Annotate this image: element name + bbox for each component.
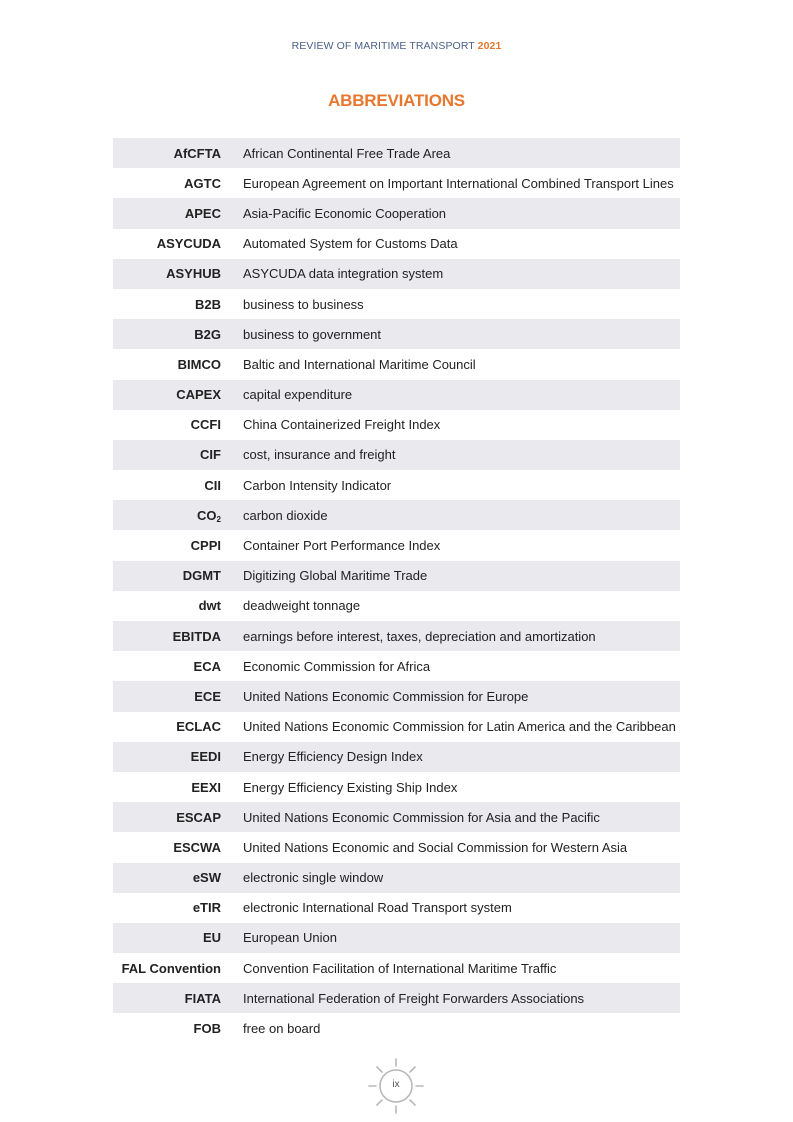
abbreviation-code-text: EEDI bbox=[190, 749, 221, 765]
abbreviation-code bbox=[113, 681, 243, 711]
abbreviation-description: Convention Facilitation of International Maritime Traffic bbox=[243, 960, 557, 976]
abbreviation-code-text: CII bbox=[204, 477, 221, 493]
abbreviation-code-text: B2G bbox=[194, 326, 221, 342]
table-row bbox=[113, 410, 680, 440]
abbreviation-code bbox=[113, 259, 243, 289]
abbreviation-code-text: DGMT bbox=[182, 568, 221, 584]
abbreviation-description: Container Port Performance Index bbox=[243, 538, 441, 554]
abbreviation-code-text: BIMCO bbox=[177, 356, 221, 372]
table-row bbox=[113, 712, 680, 742]
abbreviation-code-text: eSW bbox=[192, 870, 221, 886]
abbreviation-code-text: APEC bbox=[184, 205, 221, 221]
abbreviation-description: Automated System for Customs Data bbox=[243, 236, 458, 252]
running-header bbox=[0, 40, 793, 52]
abbreviation-code bbox=[113, 561, 243, 591]
abbreviation-code bbox=[113, 863, 243, 893]
abbreviation-description: European Union bbox=[243, 923, 680, 953]
abbreviation-code-text: CPPI bbox=[190, 538, 221, 554]
abbreviation-description: electronic International Road Transport system bbox=[243, 900, 512, 916]
abbreviation-description: deadweight tonnage bbox=[243, 598, 361, 614]
table-row bbox=[113, 1013, 680, 1043]
abbreviation-description: European Agreement on Important International Combined Transport Lines bbox=[243, 175, 674, 191]
abbreviation-code-text: ECE bbox=[194, 688, 221, 704]
abbreviation-code-text: CAPEX bbox=[176, 387, 221, 403]
abbreviation-code-text: ASYCUDA bbox=[156, 236, 221, 252]
abbreviation-code bbox=[113, 168, 243, 198]
abbreviation-code bbox=[113, 229, 243, 259]
abbreviation-code bbox=[113, 742, 243, 772]
abbreviation-description: business to business bbox=[243, 296, 364, 312]
abbreviation-description: free on board bbox=[243, 1021, 321, 1037]
abbreviation-code bbox=[113, 983, 243, 1013]
table-row bbox=[113, 651, 680, 681]
abbreviation-description: Energy Efficiency Design Index bbox=[243, 742, 680, 772]
abbreviation-description: International Federation of Freight Forwarders Associations bbox=[243, 983, 680, 1013]
abbreviation-code bbox=[113, 440, 243, 470]
table-row bbox=[113, 863, 680, 893]
table-row bbox=[113, 953, 680, 983]
abbreviation-description: business to government bbox=[243, 319, 680, 349]
abbreviation-code bbox=[113, 893, 243, 923]
abbreviation-code bbox=[113, 380, 243, 410]
table-row bbox=[113, 319, 680, 349]
table-row bbox=[113, 259, 680, 289]
abbreviation-description: Economic Commission for Africa bbox=[243, 658, 431, 674]
abbreviation-code bbox=[113, 289, 243, 319]
abbreviation-code-text: EU bbox=[202, 930, 221, 946]
abbreviations-table bbox=[113, 138, 680, 1044]
abbreviation-code bbox=[113, 953, 243, 983]
abbreviation-code-text: B2B bbox=[194, 296, 221, 312]
report-year: 2021 bbox=[477, 40, 502, 52]
table-row bbox=[113, 742, 680, 772]
abbreviation-code bbox=[113, 802, 243, 832]
table-row bbox=[113, 591, 680, 621]
table-row bbox=[113, 561, 680, 591]
abbreviation-code bbox=[113, 1013, 243, 1043]
abbreviation-code bbox=[113, 923, 243, 953]
abbreviation-code-text: ESCAP bbox=[176, 809, 221, 825]
abbreviation-description: Baltic and International Maritime Council bbox=[243, 356, 476, 372]
abbreviation-description: United Nations Economic Commission for Latin America and the Caribbean bbox=[243, 719, 676, 735]
abbreviation-code-text: FIATA bbox=[184, 990, 221, 1006]
table-row bbox=[113, 530, 680, 560]
abbreviation-description: United Nations Economic Commission for Asia and the Pacific bbox=[243, 802, 680, 832]
abbreviation-code-text: eTIR bbox=[192, 900, 221, 916]
abbreviation-subscript: 2 bbox=[216, 514, 221, 524]
abbreviation-code-text: FOB bbox=[193, 1021, 221, 1037]
table-row bbox=[113, 621, 680, 651]
table-row bbox=[113, 772, 680, 802]
abbreviation-code-text: CIF bbox=[200, 447, 221, 463]
abbreviation-description: United Nations Economic and Social Commission for Western Asia bbox=[243, 839, 628, 855]
table-row bbox=[113, 440, 680, 470]
abbreviation-description: earnings before interest, taxes, depreciation and amortization bbox=[243, 621, 680, 651]
abbreviation-description: electronic single window bbox=[243, 863, 680, 893]
abbreviation-description: ASYCUDA data integration system bbox=[243, 259, 680, 289]
abbreviation-code-text: ECLAC bbox=[176, 719, 221, 735]
abbreviation-code bbox=[113, 470, 243, 500]
page-title: ABBREVIATIONS bbox=[328, 91, 465, 110]
abbreviation-description: Energy Efficiency Existing Ship Index bbox=[243, 779, 458, 795]
abbreviation-code-text: AfCFTA bbox=[173, 145, 221, 161]
abbreviation-code-text: ASYHUB bbox=[166, 266, 221, 282]
table-row bbox=[113, 681, 680, 711]
table-row bbox=[113, 923, 680, 953]
abbreviation-code bbox=[113, 651, 243, 681]
abbreviation-code-text: FAL Convention bbox=[121, 960, 221, 976]
table-row bbox=[113, 138, 680, 168]
table-row bbox=[113, 229, 680, 259]
abbreviation-description: Carbon Intensity Indicator bbox=[243, 477, 392, 493]
abbreviation-code bbox=[113, 138, 243, 168]
abbreviation-code-text: CO bbox=[197, 507, 217, 523]
abbreviation-code bbox=[113, 621, 243, 651]
report-title: REVIEW OF MARITIME TRANSPORT bbox=[291, 40, 475, 52]
table-row bbox=[113, 380, 680, 410]
table-row bbox=[113, 198, 680, 228]
table-row bbox=[113, 893, 680, 923]
abbreviation-code-text: EEXI bbox=[191, 779, 221, 795]
abbreviation-code bbox=[113, 712, 243, 742]
abbreviation-code bbox=[113, 319, 243, 349]
abbreviation-description: capital expenditure bbox=[243, 380, 680, 410]
abbreviation-code bbox=[113, 832, 243, 862]
abbreviation-code-text: dwt bbox=[198, 598, 221, 614]
table-row bbox=[113, 349, 680, 379]
abbreviation-code-text: CCFI bbox=[190, 417, 221, 433]
abbreviation-description: Digitizing Global Maritime Trade bbox=[243, 561, 680, 591]
table-row bbox=[113, 500, 680, 530]
abbreviation-code bbox=[113, 530, 243, 560]
table-row bbox=[113, 470, 680, 500]
abbreviation-code bbox=[113, 591, 243, 621]
abbreviation-code-text: ECA bbox=[193, 658, 221, 674]
table-row bbox=[113, 983, 680, 1013]
abbreviation-description: China Containerized Freight Index bbox=[243, 417, 441, 433]
page-number: ix bbox=[392, 1079, 400, 1090]
abbreviation-description: cost, insurance and freight bbox=[243, 440, 680, 470]
abbreviation-code bbox=[113, 349, 243, 379]
abbreviation-code bbox=[113, 772, 243, 802]
abbreviation-code bbox=[113, 410, 243, 440]
table-row bbox=[113, 168, 680, 198]
abbreviation-code-text: EBITDA bbox=[172, 628, 221, 644]
abbreviation-description: carbon dioxide bbox=[243, 500, 680, 530]
table-row bbox=[113, 289, 680, 319]
abbreviation-code-text: AGTC bbox=[184, 175, 221, 191]
abbreviation-description: Asia-Pacific Economic Cooperation bbox=[243, 198, 680, 228]
abbreviation-description: African Continental Free Trade Area bbox=[243, 138, 680, 168]
table-row bbox=[113, 832, 680, 862]
abbreviation-code bbox=[113, 198, 243, 228]
abbreviation-code-text: ESCWA bbox=[173, 839, 221, 855]
abbreviation-description: United Nations Economic Commission for Europe bbox=[243, 681, 680, 711]
abbreviation-code bbox=[113, 500, 243, 530]
table-row bbox=[113, 802, 680, 832]
